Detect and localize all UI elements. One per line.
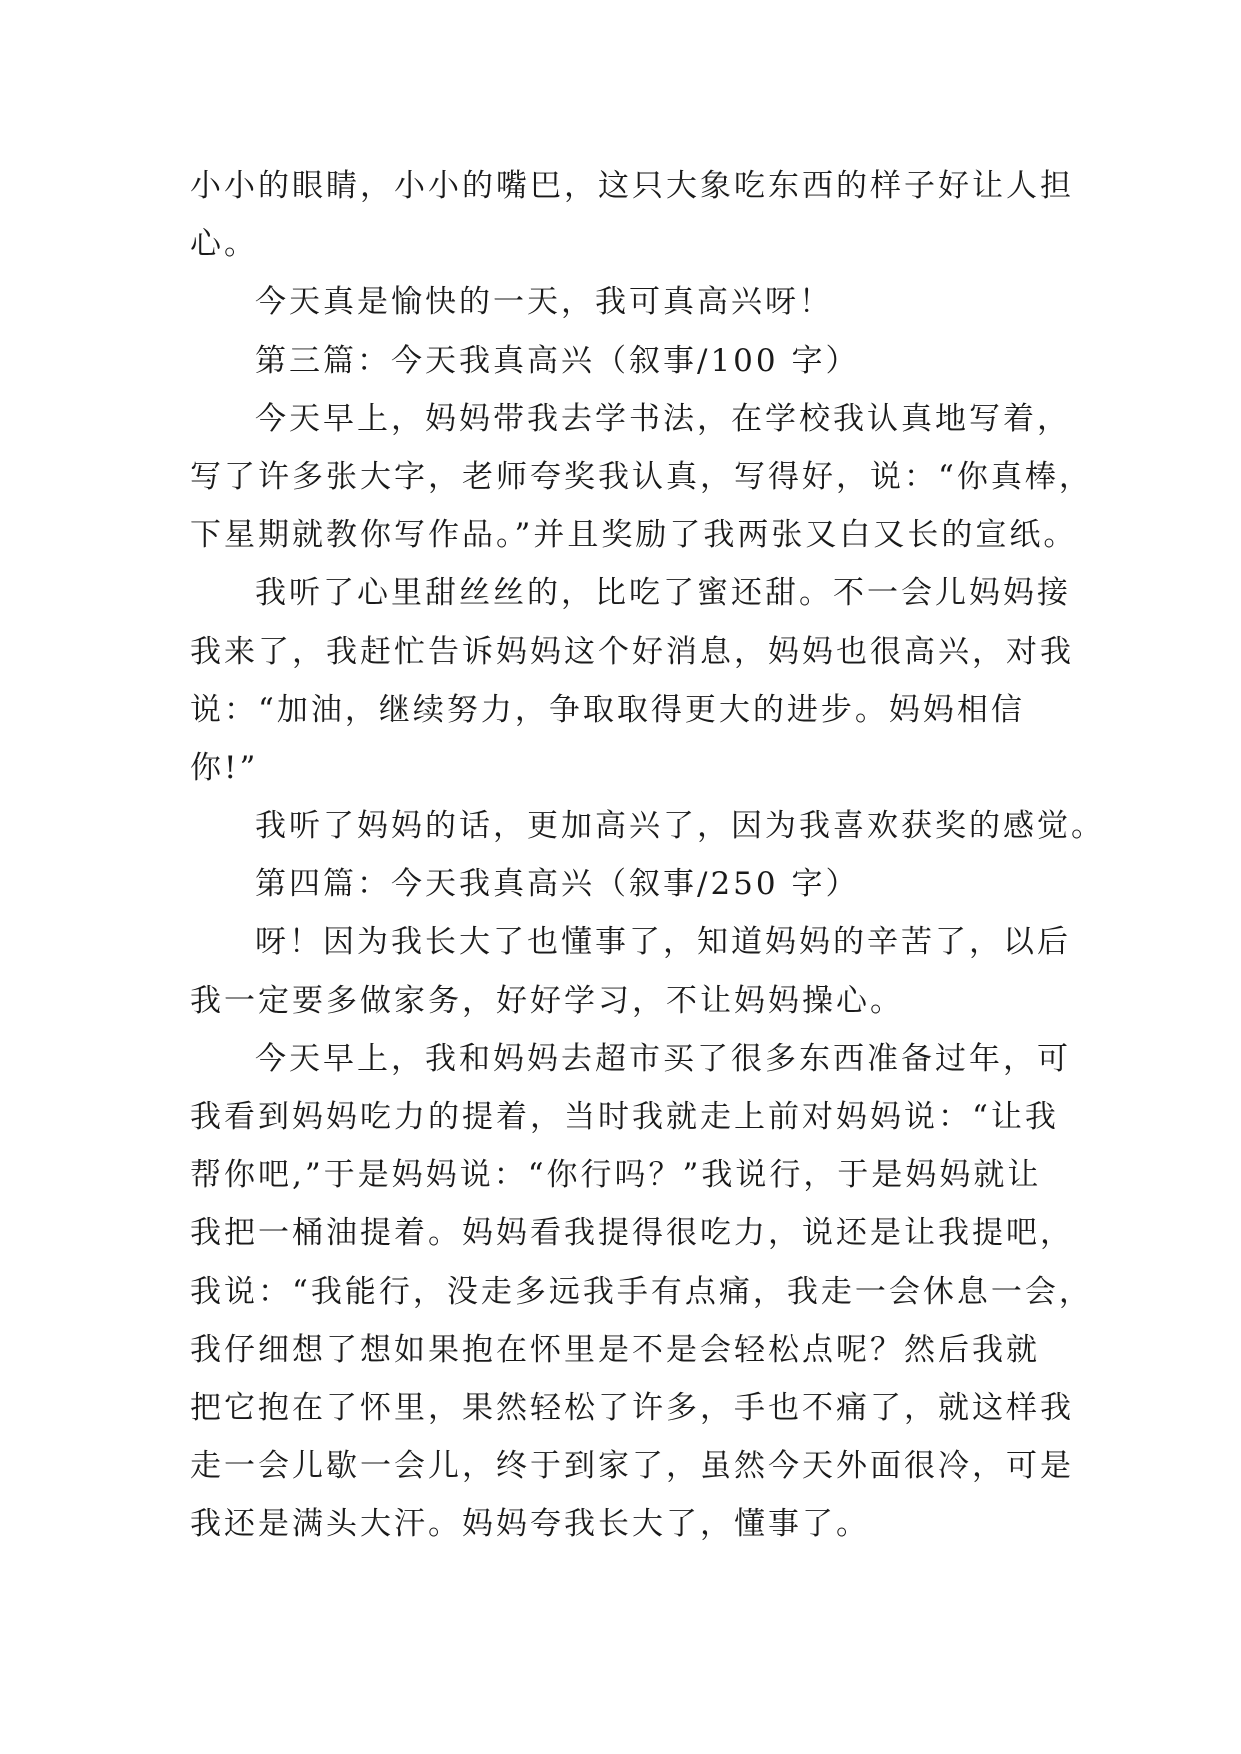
- section-heading: 第三篇：今天我真高兴（叙事/100 字）: [255, 342, 860, 379]
- text-line: 今天早上，妈妈带我去学书法，在学校我认真地写着，: [255, 400, 1071, 437]
- text-line: 下星期就教你写作品。”并且奖励了我两张又白又长的宣纸。: [190, 517, 1078, 554]
- text-line: 我说：“我能行，没走多远我手有点痛，我走一会休息一会，: [190, 1273, 1093, 1310]
- document-body: [190, 157, 1105, 1554]
- text-line: 今天真是愉快的一天，我可真高兴呀！: [255, 284, 833, 321]
- text-line: 今天早上，我和妈妈去超市买了很多东西准备过年，可: [255, 1040, 1071, 1077]
- text-line: 小小的眼睛，小小的嘴巴，这只大象吃东西的样子好让人担: [190, 168, 1074, 204]
- text-line: 说：“加油，继续努力，争取取得更大的进步。妈妈相信: [190, 691, 1025, 728]
- text-line: 我听了妈妈的话，更加高兴了，因为我喜欢获奖的感觉。: [255, 808, 1105, 845]
- text-line: 我来了，我赶忙告诉妈妈这个好消息，妈妈也很高兴，对我: [190, 633, 1074, 670]
- text-line: 把它抱在了怀里，果然轻松了许多，手也不痛了，就这样我: [190, 1389, 1074, 1426]
- text-line: 帮你吧,”于是妈妈说：“你行吗？”我说行，于是妈妈就让: [190, 1157, 1042, 1194]
- text-line: 我把一桶油提着。妈妈看我提得很吃力，说还是让我提吧，: [190, 1215, 1074, 1252]
- text-line: 我听了心里甜丝丝的，比吃了蜜还甜。不一会儿妈妈接: [255, 575, 1071, 612]
- text-line: 心。: [190, 226, 258, 263]
- text-line: 我还是满头大汗。妈妈夸我长大了，懂事了。: [190, 1506, 870, 1543]
- text-line: 你!”: [190, 749, 259, 786]
- text-line: 我仔细想了想如果抱在怀里是不是会轻松点呢？然后我就: [190, 1331, 1040, 1368]
- text-line: 我一定要多做家务，好好学习，不让妈妈操心。: [190, 982, 904, 1019]
- text-line: 写了许多张大字，老师夸奖我认真，写得好，说：“你真棒，: [190, 458, 1093, 495]
- text-line: 我看到妈妈吃力的提着，当时我就走上前对妈妈说：“让我: [190, 1099, 1059, 1135]
- text-line: 呀！因为我长大了也懂事了，知道妈妈的辛苦了，以后: [255, 924, 1071, 961]
- text-line: 走一会儿歇一会儿，终于到家了，虽然今天外面很冷，可是: [190, 1448, 1074, 1485]
- section-heading: 第四篇：今天我真高兴（叙事/250 字）: [255, 866, 860, 903]
